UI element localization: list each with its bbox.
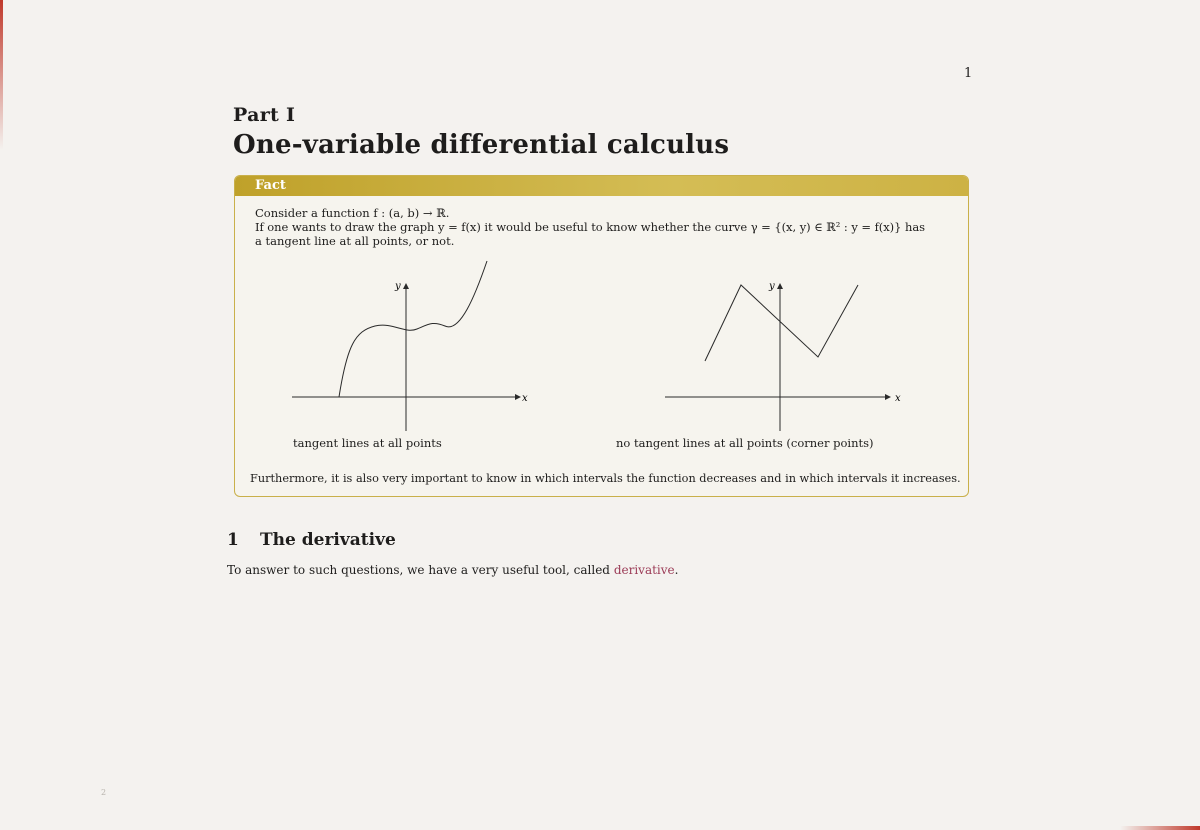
page-edge-right <box>1120 826 1200 830</box>
smooth-curve <box>339 261 487 397</box>
right-x-arrow <box>885 394 891 400</box>
page-number: 1 <box>964 66 973 81</box>
body-text-before: To answer to such questions, we have a very useful tool, called <box>227 563 614 577</box>
fact-box <box>234 175 969 497</box>
part-label: Part I <box>233 104 296 126</box>
section-title: The derivative <box>260 530 396 550</box>
right-x-label: x <box>895 393 901 404</box>
corner-mark: 2 <box>101 788 107 797</box>
fact-title: Fact <box>255 178 286 193</box>
graph-right <box>665 281 901 431</box>
right-y-arrow <box>777 283 783 289</box>
page-edge-left <box>0 0 3 150</box>
caption-right: no tangent lines at all points (corner points) <box>616 436 874 450</box>
fact-line-3: a tangent line at all points, or not. <box>255 234 455 248</box>
part-title: One-variable differential calculus <box>233 130 730 160</box>
section-body-text <box>227 563 678 577</box>
fact-line-1: Consider a function f : (a, b) → ℝ. <box>255 206 450 220</box>
left-y-arrow <box>403 283 409 289</box>
corner-curve <box>705 285 858 361</box>
graph-left <box>292 261 528 431</box>
left-x-arrow <box>515 394 521 400</box>
left-y-label: y <box>395 281 401 292</box>
section-number: 1 <box>227 530 239 550</box>
derivative-link[interactable]: derivative <box>613 563 675 577</box>
body-text-after: . <box>674 563 679 577</box>
fact-line-2: If one wants to draw the graph y = f(x) it would be useful to know whether the curve γ = {(x, y) ∈ ℝ² : y = f(x)} has <box>255 220 926 234</box>
caption-left: tangent lines at all points <box>293 436 442 450</box>
fact-furthermore: Furthermore, it is also very important to know in which intervals the function decreases and in which intervals it increases. <box>250 472 961 485</box>
right-y-label: y <box>769 281 775 292</box>
left-x-label: x <box>522 393 528 404</box>
